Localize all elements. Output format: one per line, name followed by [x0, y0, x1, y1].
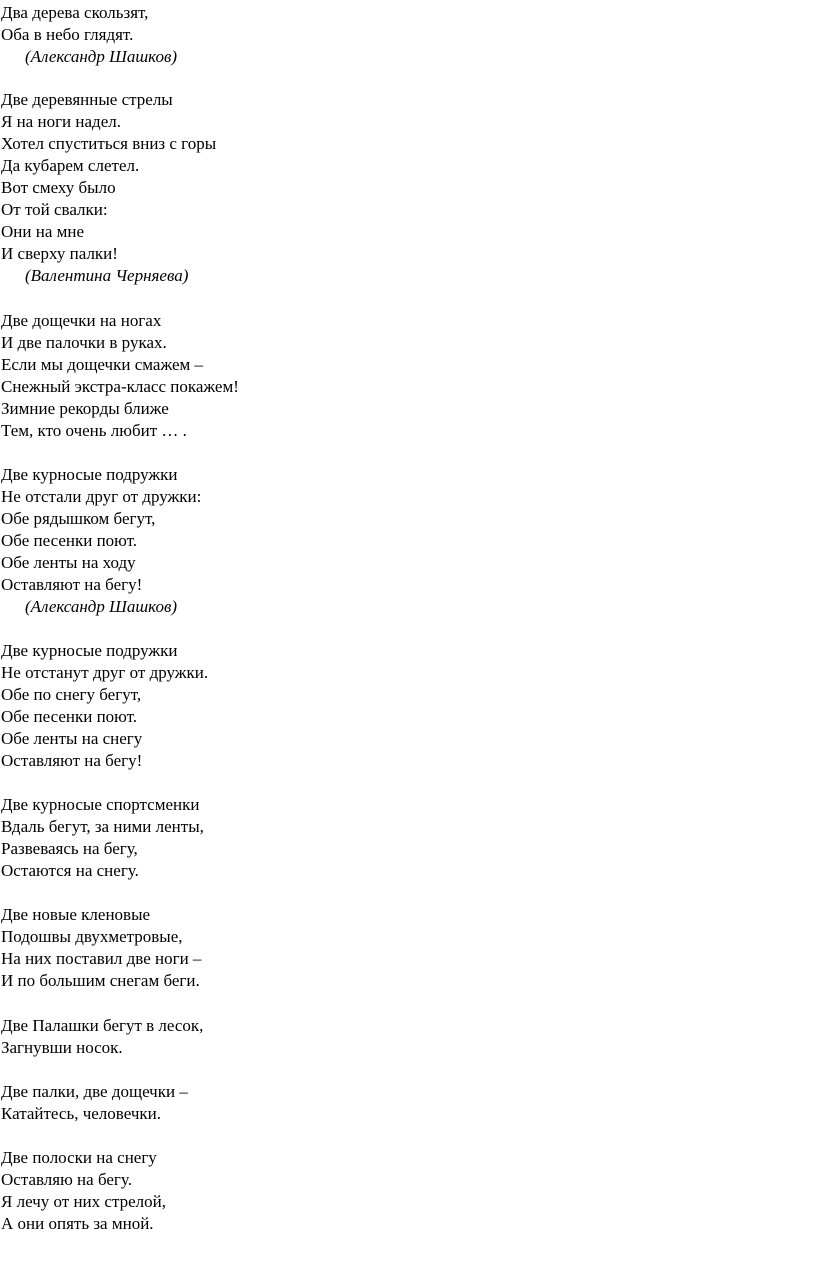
poem-10: [1, 1147, 166, 1235]
poem-line: Тем, кто очень любит … .: [1, 421, 187, 440]
poem-line: Обе песенки поют.: [1, 707, 138, 726]
poem-author: (Александр Шашков): [25, 47, 178, 66]
poem-line: Оставляют на бегу!: [1, 751, 143, 770]
poem-line: Хотел спуститься вниз с горы: [1, 134, 217, 153]
poem-4: [1, 464, 201, 618]
poem-line: Два дерева скользят,: [1, 3, 149, 22]
poem-5: [1, 640, 208, 772]
poem-line: Подошвы двухметровые,: [1, 927, 183, 946]
poem-line: Зимние рекорды ближе: [1, 399, 169, 418]
poem-line: Снежный экстра-класс покажем!: [1, 377, 239, 396]
poem-line: И две палочки в руках.: [1, 333, 167, 352]
poem-9: [1, 1081, 188, 1125]
poem-1: [1, 2, 177, 68]
poem-line: От той свалки:: [1, 200, 108, 219]
poem-line: Две палки, две дощечки –: [1, 1082, 188, 1101]
poem-line: Оставляю на бегу.: [1, 1170, 132, 1189]
poem-line: И по большим снегам беги.: [1, 971, 200, 990]
poem-line: Обе песенки поют.: [1, 531, 138, 550]
poem-line: Две дощечки на ногах: [1, 311, 162, 330]
poem-line: Оба в небо глядят.: [1, 25, 134, 44]
poem-line: Две курносые подружки: [1, 465, 178, 484]
poem-line: Развеваясь на бегу,: [1, 839, 138, 858]
poem-line: На них поставил две ноги –: [1, 949, 202, 968]
poem-line: Оставляют на бегу!: [1, 575, 143, 594]
poem-line: Обе ленты на ходу: [1, 553, 136, 572]
poem-line: Две курносые спортсменки: [1, 795, 200, 814]
poem-line: Обе рядышком бегут,: [1, 509, 156, 528]
poem-8: [1, 1015, 203, 1059]
poem-line: Две новые кленовые: [1, 905, 151, 924]
poem-6: [1, 794, 204, 882]
poem-line: Две деревянные стрелы: [1, 90, 173, 109]
poem-line: Да кубарем слетел.: [1, 156, 140, 175]
poem-line: А они опять за мной.: [1, 1214, 154, 1233]
poem-line: Не отстанут друг от дружки.: [1, 663, 209, 682]
poem-line: Две полоски на снегу: [1, 1148, 157, 1167]
poem-line: Обе по снегу бегут,: [1, 685, 142, 704]
poem-line: Вдаль бегут, за ними ленты,: [1, 817, 204, 836]
poem-3: [1, 310, 239, 442]
poem-author: (Александр Шашков): [25, 597, 178, 616]
poem-line: Если мы дощечки смажем –: [1, 355, 204, 374]
poem-line: Я на ноги надел.: [1, 112, 121, 131]
poem-line: Загнувши носок.: [1, 1038, 123, 1057]
poem-line: Вот смеху было: [1, 178, 116, 197]
poem-line: Я лечу от них стрелой,: [1, 1192, 166, 1211]
poem-line: Обе ленты на снегу: [1, 729, 143, 748]
poem-line: Две Палашки бегут в лесок,: [1, 1016, 204, 1035]
poem-line: Остаются на снегу.: [1, 861, 139, 880]
poem-7: [1, 904, 201, 992]
poem-2: [1, 89, 216, 287]
poem-line: Две курносые подружки: [1, 641, 178, 660]
poem-line: Катайтесь, человечки.: [1, 1104, 161, 1123]
poem-line: И сверху палки!: [1, 244, 118, 263]
poem-line: Они на мне: [1, 222, 85, 241]
poem-author: (Валентина Черняева): [25, 266, 189, 285]
poem-line: Не отстали друг от дружки:: [1, 487, 202, 506]
